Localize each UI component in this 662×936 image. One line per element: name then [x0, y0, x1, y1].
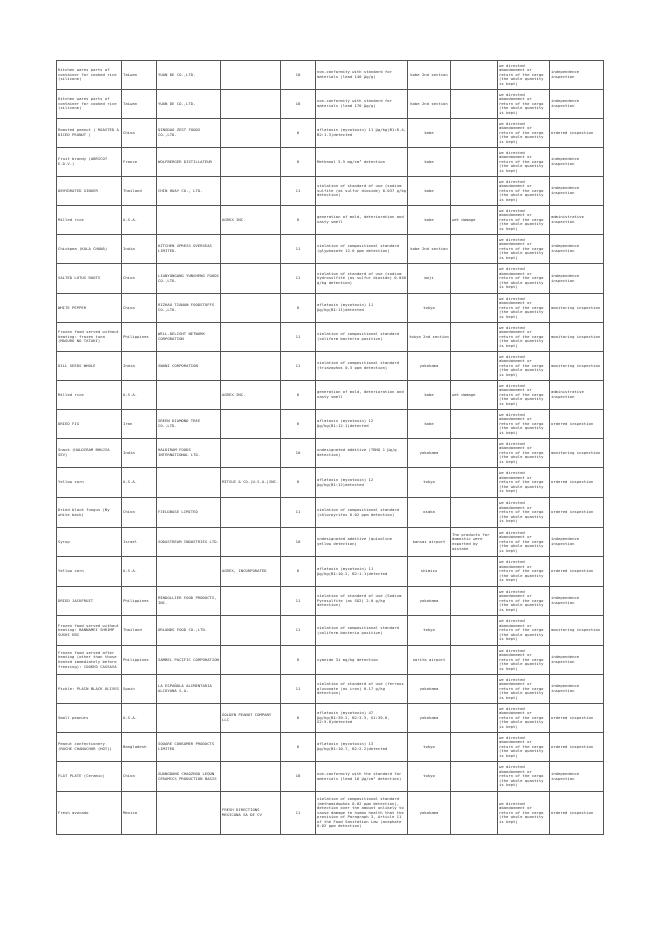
table-row	[57, 235, 604, 264]
cell-shipper	[221, 646, 281, 675]
cell-inspection: independence inspection	[550, 90, 604, 119]
cell-shipper	[221, 410, 281, 439]
cell-country: Philippines	[122, 646, 157, 675]
cell-shipper	[221, 294, 281, 323]
cell-inspection: monitoring inspection	[550, 439, 604, 468]
cell-shipper	[221, 616, 281, 646]
cell-remark	[451, 762, 498, 792]
cell-country: U.S.A.	[122, 381, 157, 410]
cell-office: kansai airport	[408, 528, 451, 557]
cell-measure: we directed abandonment or return of the cargo (the whole quantity is kept)	[498, 587, 550, 616]
cell-product: Frozen food served without heating: frozen tuna (MAGURO NO TATAKI)	[57, 323, 122, 352]
cell-manufacturer: KITCHEN XPRESS OVERSEAS LIMITED.	[157, 235, 221, 264]
cell-manufacturer: RIZHAO TIANAN FOODSTUFFS CO.,LTD.	[157, 294, 221, 323]
table-row	[57, 352, 604, 381]
cell-violation: violation of compositional standard (methamidophos 0.02 ppm detection), detection over the amount unlikely to cause damage to human health that the provision of Paragraph 3, Article 11 of the Food Sanitation Law (acephate 0.02 ppm detection)	[316, 792, 408, 835]
cell-country: Iran	[122, 410, 157, 439]
cell-country: China	[122, 119, 157, 148]
cell-shipper	[221, 235, 281, 264]
cell-article: 6	[281, 206, 316, 235]
cell-measure: we directed abandonment or return of the cargo (the whole quantity is kept)	[498, 323, 550, 352]
cell-inspection: independence inspection	[550, 528, 604, 557]
cell-violation: aflatoxin (mycotoxin) 12 μg/kg(B1:12)detected	[316, 468, 408, 498]
cell-article: 6	[281, 646, 316, 675]
cell-manufacturer: HALDIRAM FOODS INTERNATIONAL LTD.	[157, 439, 221, 468]
cell-measure: we directed abandonment or return of the cargo (the whole quantity is kept)	[498, 206, 550, 235]
cell-shipper	[221, 528, 281, 557]
cell-article: 11	[281, 264, 316, 294]
table-body	[57, 61, 604, 835]
cell-inspection: independence inspection	[550, 177, 604, 206]
cell-article: 11	[281, 792, 316, 835]
cell-shipper: FRESH DIRECTIONS MEXICANA SA DE CV	[221, 792, 281, 835]
cell-manufacturer: SWANI CORPORATION	[157, 352, 221, 381]
table-row	[57, 206, 604, 235]
cell-measure: we directed abandonment or return of the cargo (the whole quantity is kept)	[498, 352, 550, 381]
cell-inspection: ordered inspection	[550, 119, 604, 148]
cell-country: U.S.A.	[122, 206, 157, 235]
cell-remark	[451, 148, 498, 177]
cell-product: Kitchen wares parts of container for cooked rice (silicone)	[57, 90, 122, 119]
cell-product: SALTED LOTUS ROOTS	[57, 264, 122, 294]
cell-shipper	[221, 733, 281, 762]
cell-product: Syrup	[57, 528, 122, 557]
cell-article: 18	[281, 762, 316, 792]
cell-article: 11	[281, 587, 316, 616]
cell-office: kobe	[408, 206, 451, 235]
cell-office: yokohama	[408, 439, 451, 468]
cell-manufacturer: GREEN DIAMOND TREE CO.,LTD.	[157, 410, 221, 439]
cell-product: WHITE PEPPER	[57, 294, 122, 323]
cell-manufacturer: WELL-DELIGHT NETWORK CORPORATION	[157, 323, 221, 352]
cell-country: Taiwan	[122, 90, 157, 119]
cell-product: DILL SEEDS WHOLE	[57, 352, 122, 381]
cell-remark: wet damage	[451, 206, 498, 235]
cell-remark	[451, 119, 498, 148]
cell-inspection: monitoring inspection	[550, 294, 604, 323]
cell-measure: we directed abandonment or return of the cargo (the whole quantity is kept)	[498, 646, 550, 675]
cell-office: kobe	[408, 381, 451, 410]
cell-violation: aflatoxin (mycotoxin) 11 μg/kg(B1:11)detected	[316, 294, 408, 323]
table-row	[57, 439, 604, 468]
cell-measure: we directed abandonment or return of the cargo (the whole quantity is kept)	[498, 675, 550, 704]
cell-office: tokyo	[408, 762, 451, 792]
cell-country: Thailand	[122, 177, 157, 206]
cell-inspection: independence inspection	[550, 587, 604, 616]
cell-measure: we directed abandonment or return of the cargo (the whole quantity is kept)	[498, 177, 550, 206]
cell-shipper	[221, 264, 281, 294]
cell-article: 6	[281, 294, 316, 323]
cell-country: China	[122, 498, 157, 528]
cell-country: China	[122, 294, 157, 323]
cell-office: yokohama	[408, 352, 451, 381]
cell-shipper: AGREX INC.	[221, 381, 281, 410]
cell-product: Yellow corn	[57, 557, 122, 587]
cell-remark	[451, 235, 498, 264]
cell-remark	[451, 177, 498, 206]
cell-manufacturer	[157, 468, 221, 498]
cell-office: kobe	[408, 177, 451, 206]
table-row	[57, 733, 604, 762]
cell-measure: we directed abandonment or return of the cargo (the whole quantity is kept)	[498, 381, 550, 410]
cell-manufacturer: FIELDBASE LIMITED	[157, 498, 221, 528]
cell-manufacturer	[157, 704, 221, 733]
cell-country: Bangladesh	[122, 733, 157, 762]
cell-inspection: independence inspection	[550, 264, 604, 294]
cell-inspection: ordered inspection	[550, 557, 604, 587]
cell-manufacturer: YUAN DE CO.,LTD.	[157, 61, 221, 90]
cell-product: Dried black fungus (By white back)	[57, 498, 122, 528]
cell-inspection: ordered inspection	[550, 498, 604, 528]
cell-article: 6	[281, 148, 316, 177]
cell-article: 18	[281, 61, 316, 90]
cell-measure: we directed abandonment or return of the cargo (the whole quantity is kept)	[498, 119, 550, 148]
cell-country: U.S.A.	[122, 557, 157, 587]
table-row	[57, 148, 604, 177]
cell-inspection: ordered inspection	[550, 792, 604, 835]
cell-violation: non-conformity with the standard for materials (lead 16 μg/cm² detection)	[316, 762, 408, 792]
cell-product: Milled rice	[57, 206, 122, 235]
table-row	[57, 468, 604, 498]
cell-product: DEHYDRATED GINGER	[57, 177, 122, 206]
cell-office: tokyo 2nd section	[408, 323, 451, 352]
cell-product: Peanut confectionery (ROCHE CHANACHUR (HOT))	[57, 733, 122, 762]
table-row	[57, 119, 604, 148]
cell-article: 6	[281, 468, 316, 498]
cell-inspection: administrative inspection	[550, 206, 604, 235]
cell-remark	[451, 704, 498, 733]
cell-office: tokyo	[408, 294, 451, 323]
cell-measure: we directed abandonment or return of the cargo (the whole quantity is kept)	[498, 264, 550, 294]
cell-shipper	[221, 177, 281, 206]
cell-office: tokyo	[408, 733, 451, 762]
cell-article: 6	[281, 410, 316, 439]
cell-office: yokohama	[408, 587, 451, 616]
table-row	[57, 675, 604, 704]
cell-manufacturer	[157, 206, 221, 235]
cell-product: FLAT PLATE (Ceramic)	[57, 762, 122, 792]
cell-country: Taiwan	[122, 61, 157, 90]
cell-shipper	[221, 498, 281, 528]
cell-violation: aflatoxin (mycotoxin) 11 μg/kg(B1:8.4, B2:1.3)detected	[316, 119, 408, 148]
cell-violation: violation of standard of use (Sodium Pyrosulfite (as SO2) 2.0 g/kg detection)	[316, 587, 408, 616]
cell-inspection: independence inspection	[550, 148, 604, 177]
cell-measure: we directed abandonment or return of the cargo (the whole quantity is kept)	[498, 704, 550, 733]
cell-violation: generation of mold, deterioration and nasty smell	[316, 206, 408, 235]
cell-shipper	[221, 61, 281, 90]
cell-measure: we directed abandonment or return of the cargo (the whole quantity is kept)	[498, 792, 550, 835]
table-row	[57, 498, 604, 528]
cell-article: 6	[281, 119, 316, 148]
cell-violation: violation of compositional standard (glyphosate 12.0 ppm detection)	[316, 235, 408, 264]
table-row	[57, 90, 604, 119]
cell-measure: we directed abandonment or return of the cargo (the whole quantity is kept)	[498, 528, 550, 557]
cell-product: DRIED FIG	[57, 410, 122, 439]
cell-shipper	[221, 323, 281, 352]
table-row	[57, 323, 604, 352]
cell-article: 11	[281, 675, 316, 704]
cell-measure: we directed abandonment or return of the cargo (the whole quantity is kept)	[498, 294, 550, 323]
cell-remark	[451, 675, 498, 704]
cell-product: Frozen food served after heating (other than those heated immediately before freezing): COOKED CASSAVA	[57, 646, 122, 675]
cell-article: 11	[281, 352, 316, 381]
table-row	[57, 646, 604, 675]
cell-violation: cyanide 31 mg/kg detection	[316, 646, 408, 675]
cell-shipper	[221, 587, 281, 616]
cell-violation: violation of compositional standard (triazophos 0.3 ppm detection)	[316, 352, 408, 381]
cell-violation: violation of compositional standard (chlorpyrifos 0.02 ppm detection)	[316, 498, 408, 528]
cell-remark	[451, 468, 498, 498]
cell-remark: The products for domestic were exported by mistake	[451, 528, 498, 557]
cell-office: yokohama	[408, 675, 451, 704]
cell-shipper: MITSUI & CO.(U.S.A.)INC.	[221, 468, 281, 498]
cell-remark	[451, 323, 498, 352]
cell-manufacturer: LA ESPAÑOLA ALIMENTARIA ALCOYANA S.A.	[157, 675, 221, 704]
cell-country: U.S.A.	[122, 704, 157, 733]
cell-inspection: independence inspection	[550, 675, 604, 704]
cell-measure: we directed abandonment or return of the cargo (the whole quantity is kept)	[498, 61, 550, 90]
cell-measure: we directed abandonment or return of the cargo (the whole quantity is kept)	[498, 498, 550, 528]
table-row	[57, 792, 604, 835]
cell-shipper	[221, 352, 281, 381]
cell-office: tokyo	[408, 468, 451, 498]
cell-product: Small peanuts	[57, 704, 122, 733]
cell-measure: we directed abandonment or return of the cargo (the whole quantity is kept)	[498, 468, 550, 498]
cell-measure: we directed abandonment or return of the cargo (the whole quantity is kept)	[498, 439, 550, 468]
cell-violation: undesignated additive (TBHQ 1 μg/g detection)	[316, 439, 408, 468]
cell-shipper: AGREX, INCORPORATED	[221, 557, 281, 587]
cell-product: Roasted peanut ( ROASTED & DICED PEANUT )	[57, 119, 122, 148]
cell-shipper: GOLDEN PEANUT COMPANY LLC	[221, 704, 281, 733]
cell-inspection: ordered inspection	[550, 468, 604, 498]
cell-violation: generation of mold, deterioration and nasty smell	[316, 381, 408, 410]
table-row	[57, 177, 604, 206]
cell-product: Yellow corn	[57, 468, 122, 498]
cell-product: Kitchen wares parts of container for cooked rice (silicone)	[57, 61, 122, 90]
cell-article: 6	[281, 557, 316, 587]
table-row	[57, 616, 604, 646]
cell-shipper	[221, 762, 281, 792]
cell-country: Israel	[122, 528, 157, 557]
cell-country: India	[122, 439, 157, 468]
cell-violation: aflatoxin (mycotoxin) 47 μg/kg(B1:39.2, B2:3.3, G1:39.6, G2:5.0)detected	[316, 704, 408, 733]
table-row	[57, 528, 604, 557]
cell-measure: we directed abandonment or return of the cargo (the whole quantity is kept)	[498, 557, 550, 587]
cell-manufacturer: CHIN HUAY CO., LTD.	[157, 177, 221, 206]
cell-measure: we directed abandonment or return of the cargo (the whole quantity is kept)	[498, 762, 550, 792]
table-row	[57, 557, 604, 587]
cell-remark	[451, 587, 498, 616]
cell-remark	[451, 616, 498, 646]
cell-shipper: AGREX INC.	[221, 206, 281, 235]
cell-manufacturer: SQUARE CONSUMER PRODUCTS LIMITED	[157, 733, 221, 762]
cell-manufacturer	[157, 381, 221, 410]
cell-article: 18	[281, 90, 316, 119]
cell-product: Milled rice	[57, 381, 122, 410]
cell-shipper	[221, 90, 281, 119]
cell-office: moji	[408, 264, 451, 294]
cell-measure: we directed abandonment or return of the cargo (the whole quantity is kept)	[498, 733, 550, 762]
table-row	[57, 381, 604, 410]
cell-remark	[451, 352, 498, 381]
cell-inspection: monitoring inspection	[550, 323, 604, 352]
violations-table	[56, 60, 604, 835]
cell-manufacturer: SODASTREAM INDUSTRIES LTD.	[157, 528, 221, 557]
cell-manufacturer	[157, 557, 221, 587]
table-row	[57, 294, 604, 323]
cell-article: 11	[281, 177, 316, 206]
cell-inspection: independence inspection	[550, 235, 604, 264]
table-row	[57, 587, 604, 616]
cell-manufacturer: WOLFBERGER DISTILLATEUR	[157, 148, 221, 177]
cell-manufacturer: SAMBEL PACIFIC CORPORATION	[157, 646, 221, 675]
cell-violation: aflatoxin (mycotoxin) 11 μg/kg(B1:10.2, B2:1.1)detected	[316, 557, 408, 587]
cell-product: Frozen food served without heating: BANNAMEI SHRIMP SUSHI EBI	[57, 616, 122, 646]
cell-measure: we directed abandonment or return of the cargo (the whole quantity is kept)	[498, 410, 550, 439]
cell-product: Pickle: PLAIN BLACK OLIVES	[57, 675, 122, 704]
cell-country: China	[122, 762, 157, 792]
cell-remark	[451, 439, 498, 468]
cell-office: tokyo	[408, 616, 451, 646]
cell-product: DRIED JACKFRUIT	[57, 587, 122, 616]
cell-office: shimizu	[408, 557, 451, 587]
cell-inspection: administrative inspection	[550, 381, 604, 410]
cell-inspection: independence inspection	[550, 762, 604, 792]
cell-article: 6	[281, 381, 316, 410]
cell-product: Fresh avocado	[57, 792, 122, 835]
cell-inspection: monitoring inspection	[550, 616, 604, 646]
cell-article: 11	[281, 235, 316, 264]
table-row	[57, 704, 604, 733]
cell-country: India	[122, 352, 157, 381]
cell-violation: aflatoxin (mycotoxin) 13 μg/kg(B1:10.7, B2:2.2)detected	[316, 733, 408, 762]
cell-measure: we directed abandonment or return of the cargo (the whole quantity is kept)	[498, 616, 550, 646]
cell-country: China	[122, 264, 157, 294]
cell-inspection: ordered inspection	[550, 410, 604, 439]
cell-remark	[451, 294, 498, 323]
cell-country: Thailand	[122, 616, 157, 646]
cell-inspection: monitoring inspection	[550, 352, 604, 381]
cell-product: Chickpea (KALA CHANA)	[57, 235, 122, 264]
cell-office: kobe	[408, 148, 451, 177]
cell-violation: aflatoxin (mycotoxin) 12 μg/kg(B1:12.1)detected	[316, 410, 408, 439]
cell-shipper	[221, 148, 281, 177]
cell-manufacturer: MINDOLLIER FOOD PRODUCTS, INC.	[157, 587, 221, 616]
cell-remark	[451, 792, 498, 835]
cell-product: Fruit brandy (ABRICOT E.D.V.)	[57, 148, 122, 177]
table-row	[57, 410, 604, 439]
cell-violation: violation of standard of use (ferrous gluconate (as iron) 0.17 g/kg detection)	[316, 675, 408, 704]
cell-article: 6	[281, 733, 316, 762]
cell-manufacturer: ORLANDS FOOD CO.,LTD.	[157, 616, 221, 646]
cell-remark	[451, 733, 498, 762]
cell-office: narita airport	[408, 646, 451, 675]
cell-article: 6	[281, 704, 316, 733]
cell-country: Mexico	[122, 792, 157, 835]
cell-shipper	[221, 119, 281, 148]
cell-country: Spain	[122, 675, 157, 704]
cell-remark	[451, 646, 498, 675]
cell-remark	[451, 61, 498, 90]
cell-remark	[451, 557, 498, 587]
cell-article: 10	[281, 528, 316, 557]
cell-manufacturer: YUAN DE CO.,LTD.	[157, 90, 221, 119]
cell-inspection: ordered inspection	[550, 704, 604, 733]
cell-article: 11	[281, 498, 316, 528]
cell-office: yokohama	[408, 792, 451, 835]
cell-violation: violation of compositional standard (coliform bacteria positive)	[316, 323, 408, 352]
cell-remark	[451, 90, 498, 119]
cell-violation: violation of compositional standard (coliform bacteria positive)	[316, 616, 408, 646]
table-row	[57, 61, 604, 90]
cell-country: Philippines	[122, 587, 157, 616]
cell-inspection: independence inspection	[550, 61, 604, 90]
cell-office: kobe	[408, 410, 451, 439]
cell-country: France	[122, 148, 157, 177]
cell-inspection: ordered inspection	[550, 733, 604, 762]
cell-article: 10	[281, 439, 316, 468]
cell-remark	[451, 264, 498, 294]
cell-office: kobe 2nd section	[408, 235, 451, 264]
table-row	[57, 264, 604, 294]
cell-violation: Methanol 5.5 mg/cm³ detection	[316, 148, 408, 177]
cell-violation: non-conformity with standard for materials (lead 170 μg/g)	[316, 90, 408, 119]
cell-shipper	[221, 439, 281, 468]
cell-office: kobe 2nd section	[408, 90, 451, 119]
cell-measure: we directed abandonment or return of the cargo (the whole quantity is kept)	[498, 90, 550, 119]
cell-office: kobe 2nd section	[408, 61, 451, 90]
cell-manufacturer	[157, 792, 221, 835]
cell-inspection: independence inspection	[550, 646, 604, 675]
cell-violation: violation of standard of use (sodium sulfite (as sulfur dioxide) 0.037 g/kg detection)	[316, 177, 408, 206]
cell-manufacturer: QINGDAO ZEST FOODS CO.,LTD.	[157, 119, 221, 148]
cell-violation: undesignated additive (quinoline yellow detection)	[316, 528, 408, 557]
cell-shipper	[221, 675, 281, 704]
cell-country: U.S.A.	[122, 468, 157, 498]
cell-violation: non-conformity with standard for materials (lead 140 μg/g)	[316, 61, 408, 90]
table-row	[57, 762, 604, 792]
cell-remark	[451, 410, 498, 439]
cell-measure: we directed abandonment or return of the cargo (the whole quantity is kept)	[498, 235, 550, 264]
cell-article: 11	[281, 616, 316, 646]
cell-remark	[451, 498, 498, 528]
cell-violation: violation of standard of use (sodium hydrosulfite (as sulfur dioxide) 0.040 g/kg detection)	[316, 264, 408, 294]
cell-product: Snack (HALDIRAM BHUJIA SEV)	[57, 439, 122, 468]
cell-measure: we directed abandonment or return of the cargo (the whole quantity is kept)	[498, 148, 550, 177]
cell-manufacturer: GUANGDONG CHAOZHOU LEQUN CERAMICS PRODUCTION BASIS	[157, 762, 221, 792]
cell-remark: wet damage	[451, 381, 498, 410]
cell-country: India	[122, 235, 157, 264]
cell-country: Philippines	[122, 323, 157, 352]
cell-office: osaka	[408, 498, 451, 528]
cell-article: 11	[281, 323, 316, 352]
cell-manufacturer: LIANYUNGANG YUNSHENG FOODS CO.,LTD.	[157, 264, 221, 294]
cell-office: yokohama	[408, 704, 451, 733]
cell-office: kobe	[408, 119, 451, 148]
